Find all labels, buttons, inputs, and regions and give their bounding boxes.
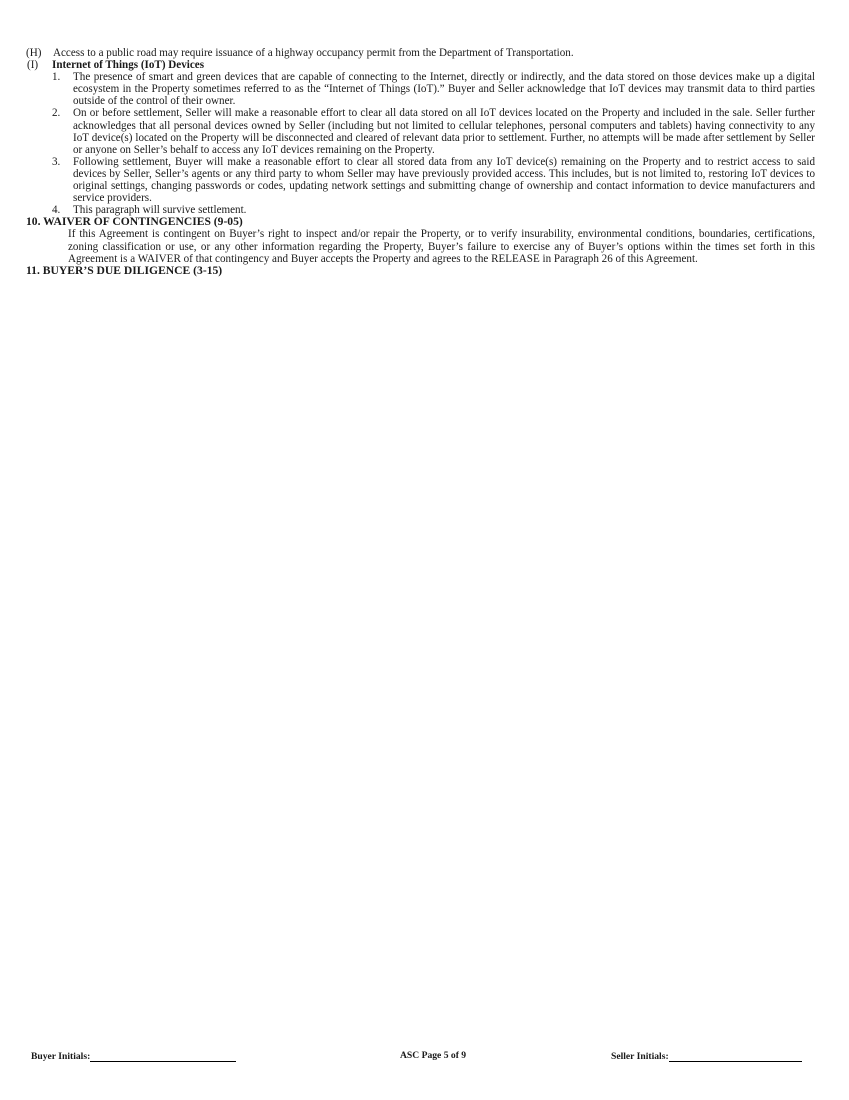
- list-item: [26, 107, 815, 155]
- section-i-title: Internet of Things (IoT) Devices: [52, 59, 205, 72]
- section-10-text: If this Agreement is contingent on Buyer’s right to inspect and/or repair the Property, or to verify insurability, environmental conditions, boundaries, certifications, zoning classification or use, or any other information regarding the Property, Buyer’s failure to exercise any of Buyer’s options within the times set forth in this Agreement is a WAIVER of that contingency and Buyer accepts the Property and agrees to the RELEASE in Paragraph 26 of this Agreement.: [68, 228, 815, 265]
- section-h-text: Access to a public road may require issuance of a highway occupancy permit from the Department of Transportation.: [53, 47, 574, 59]
- buyer-initials-line: [90, 1050, 236, 1062]
- seller-initials-line: [669, 1050, 802, 1062]
- section-10-heading: 10. WAIVER OF CONTINGENCIES (9-05): [26, 215, 243, 229]
- document-body: [26, 47, 815, 277]
- list-item-text: This paragraph will survive settlement.: [73, 204, 247, 217]
- section-11-heading: 11. BUYER’S DUE DILIGENCE (3-15): [26, 263, 223, 277]
- list-item: [26, 204, 815, 216]
- seller-initials-label: Seller Initials:: [611, 1051, 669, 1062]
- list-item-text: Following settlement, Buyer will make a reasonable effort to clear all stored data from any IoT device(s) remaining on the Property and to restrict access to said devices by Seller, Seller’s agents or any third party to whom Seller may have previously provided access. This includes, but is not limited to, restoring IoT devices to original settings, changing passwords or codes, updating network settings and submitting change of ownership and contact information to device manufacturers and service providers.: [73, 155, 815, 205]
- list-item-text: The presence of smart and green devices that are capable of connecting to the Internet, directly or indirectly, and the data stored on those devices make up a digital ecosystem in the Property sometimes referred to as the “Internet of Things (IoT).” Buyer and Seller acknowledge that IoT devices may transmit data to third parties outside of the control of their owner.: [73, 71, 815, 108]
- buyer-initials: [31, 1050, 236, 1062]
- list-item-text: On or before settlement, Seller will make a reasonable effort to clear all data stored on all IoT devices located on the Property and included in the sale. Seller further acknowledges that all personal devices owned by Seller (including but not limited to cellular telephones, personal computers and tablets) having connectivity to any IoT device(s) located on the Property will be disconnected and cleared of relevant data prior to settlement. Further, no attempts will be made after settlement by Seller or anyone on Seller’s behalf to access any IoT devices remaining on the Property.: [73, 107, 815, 156]
- section-h-tag: (H): [26, 47, 42, 59]
- buyer-initials-label: Buyer Initials:: [31, 1051, 91, 1062]
- page-number: ASC Page 5 of 9: [400, 1050, 467, 1061]
- list-item-number: 1.: [52, 71, 61, 84]
- section-i-heading: [26, 59, 815, 71]
- iot-list: [26, 71, 815, 216]
- list-item: [26, 71, 815, 107]
- list-item-number: 4.: [52, 204, 61, 217]
- seller-initials: [611, 1050, 802, 1062]
- section-i-tag: (I): [27, 59, 39, 72]
- list-item-number: 3.: [52, 155, 61, 168]
- section-h: [26, 47, 815, 59]
- list-item: [26, 156, 815, 204]
- list-item-number: 2.: [52, 107, 61, 120]
